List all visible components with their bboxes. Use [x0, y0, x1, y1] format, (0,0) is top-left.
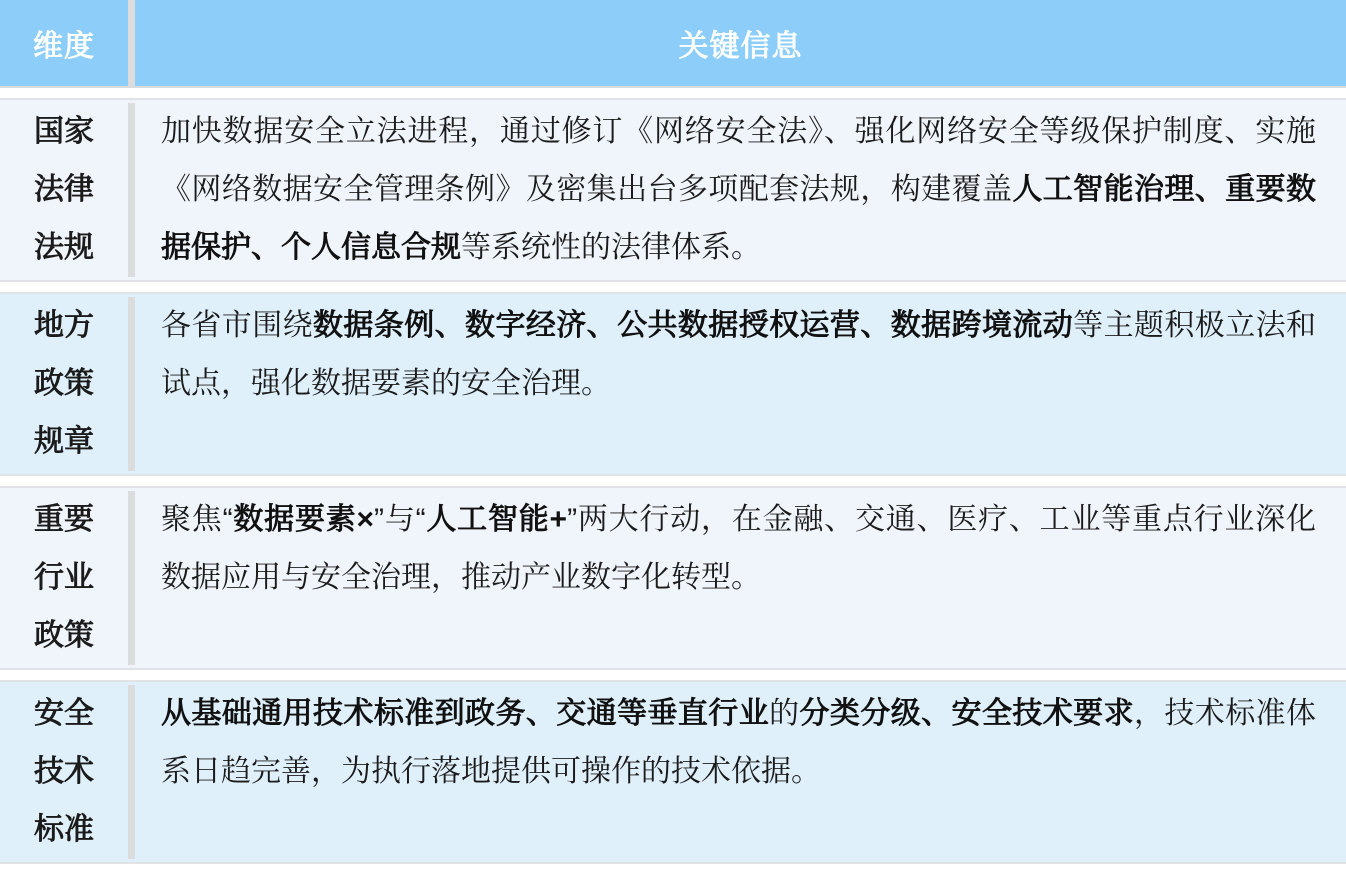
key-info-emphasis: 数据条例、数字经济、公共数据授权运营、数据跨境流动	[313, 309, 1074, 342]
column-divider	[128, 491, 135, 665]
key-info-text: ”两大行动，在金融、交通、医疗、工业等重点行业深化数据应用与安全治理，推动产业数字化转型。	[161, 503, 1316, 594]
dimension-label-line: 安全	[34, 697, 94, 730]
column-divider	[128, 685, 135, 859]
header-cell-dimension: 维度	[0, 0, 128, 86]
key-info-cell	[135, 685, 1346, 859]
key-info-text: 等主题积极立法和试点，强化数据要素的安全治理。	[161, 309, 1317, 400]
dimension-label-line: 国家	[34, 115, 94, 148]
column-divider	[128, 297, 135, 471]
dimension-cell	[0, 685, 128, 859]
header-cell-key-info: 关键信息	[135, 0, 1346, 86]
table-row	[0, 292, 1346, 476]
table-header-row	[0, 0, 1346, 88]
key-info-text: 加快数据安全立法进程，通过修订《网络安全法》、强化网络安全等级保护制度、实施《网络数据安全管理条例》及密集出台多项配套法规，构建覆盖	[161, 115, 1316, 206]
table-body	[0, 98, 1346, 864]
key-info-text: 各省市围绕	[161, 309, 314, 342]
dimension-label-line: 重要	[34, 503, 94, 536]
key-info-text: ，技术标准体系日趋完善，为执行落地提供可操作的技术依据。	[161, 697, 1317, 788]
key-info-text: ”与“	[374, 503, 426, 536]
column-divider	[128, 103, 135, 277]
dimension-label-line: 标准	[34, 813, 94, 846]
column-divider	[128, 0, 135, 86]
key-info-text: 聚焦“	[161, 503, 233, 536]
dimension-label-line: 地方	[34, 309, 94, 342]
key-info-cell	[135, 297, 1346, 471]
dimension-label-line: 规章	[34, 425, 94, 458]
dimension-label-line: 政策	[34, 367, 94, 400]
key-info-text: 的	[769, 697, 800, 730]
dimension-label-line: 技术	[34, 755, 94, 788]
key-info-emphasis: 从基础通用技术标准到政务、交通等垂直行业	[161, 697, 770, 730]
key-info-emphasis: 数据要素×	[232, 503, 375, 536]
dimension-label-line: 行业	[34, 561, 94, 594]
dimension-label-line: 法规	[34, 231, 94, 264]
table-row	[0, 486, 1346, 670]
key-info-emphasis: 人工智能治理、重要数据保护、个人信息合规	[161, 173, 1317, 264]
key-info-emphasis: 分类分级、安全技术要求	[799, 697, 1134, 730]
dimension-label-line: 法律	[34, 173, 94, 206]
key-info-emphasis: 人工智能+	[425, 503, 568, 536]
dimension-cell	[0, 297, 128, 471]
table-row	[0, 98, 1346, 282]
key-info-text: 等系统性的法律体系。	[461, 231, 761, 264]
dimension-cell	[0, 103, 128, 277]
dimension-cell	[0, 491, 128, 665]
dimension-label-line: 政策	[34, 619, 94, 652]
table-row	[0, 680, 1346, 864]
key-info-cell	[135, 103, 1346, 277]
key-info-cell	[135, 491, 1346, 665]
